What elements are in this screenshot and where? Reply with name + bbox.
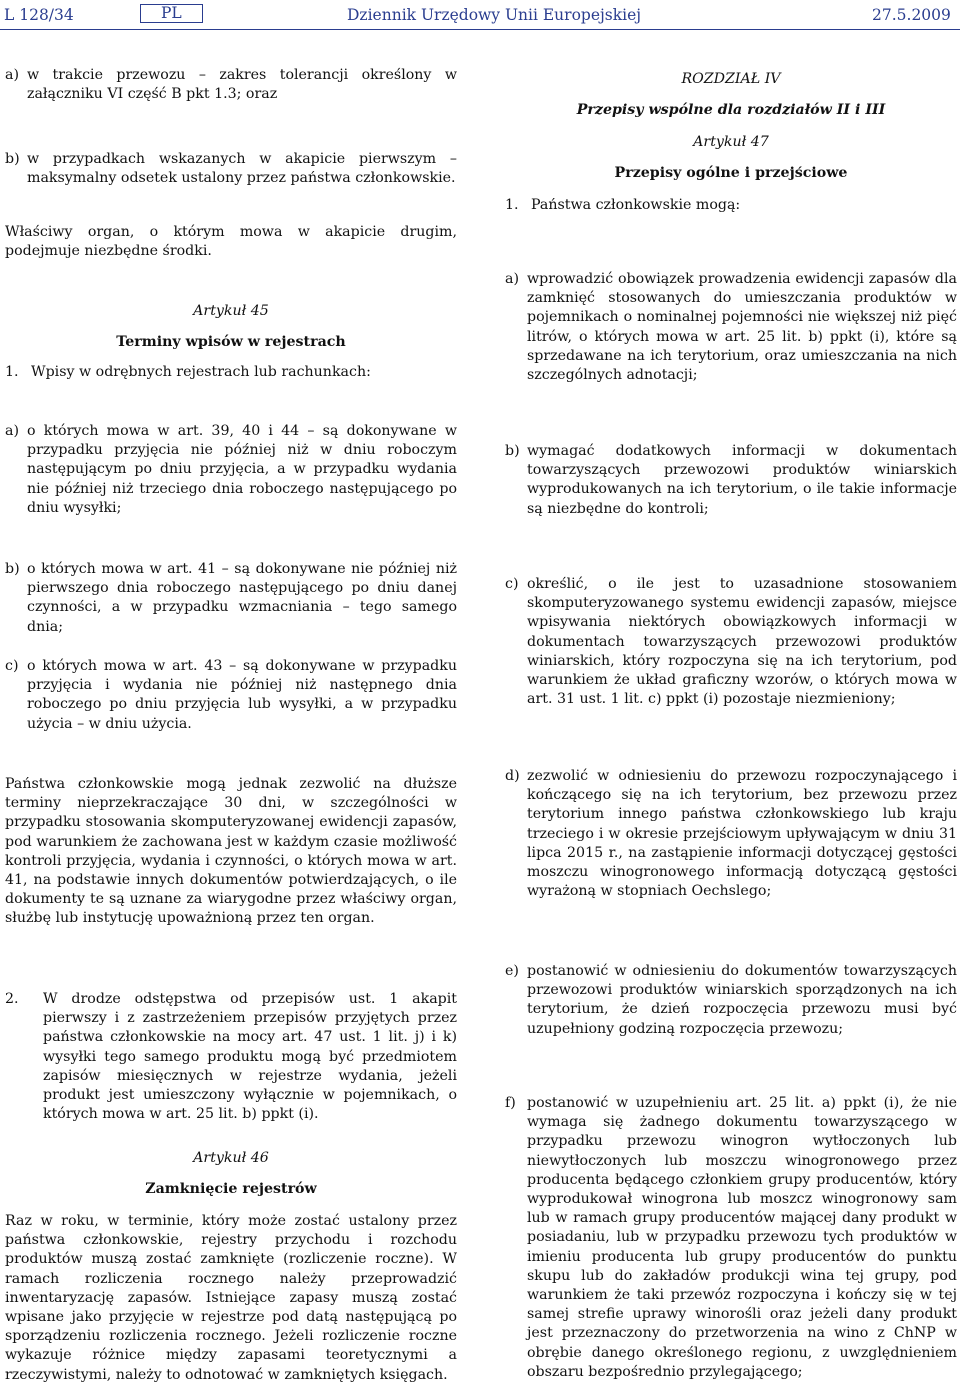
list-item: b) o których mowa w art. 41 – są dokonywane nie później niż pierwszego dnia roboczego następującego po dniu danej czynności, a w przypadku wzmacniania – tego samego dnia; (5, 561, 457, 635)
list-item: c) o których mowa w art. 43 – są dokonywane w przypadku przyjęcia i wydania nie później niż następnego dnia roboczego po dniu przyjęcia lub wysyłki, a w przypadku użycia – w dniu użycia. (5, 658, 457, 732)
journal-title: Dziennik Urzędowy Unii Europejskiej (347, 6, 642, 24)
list-item: b) wymagać dodatkowych informacji w dokumentach towarzyszących przewozowi produktów winiarskich wyprodukowanych na ich terytorium, o ile takie informacje są niezbędne do kontroli; (505, 443, 957, 517)
article-46-heading: Zamknięcie rejestrów (145, 1181, 317, 1197)
article-46-title: Artykuł 46 (193, 1150, 269, 1166)
paragraph: Państwa członkowskie mogą jednak zezwolić na dłuższe terminy nieprzekraczające 30 dni, w szczególności w przypadku stosowania skomputeryzowanej ewidencji zapasów, pod warunkiem że zachowana jest w każdym czasie możliwość kontroli przyjęcia, wydania i czynności, o których mowa w art. 41, na podstawie innych dokumentów potwierdzających, o ile dokumenty te są uznane za wiarygodne przez właściwy organ, służbę lub instytucję upoważnioną przez ten organ. (5, 776, 457, 927)
article-47-heading: Przepisy ogólne i przejściowe (614, 165, 848, 181)
list-item: a) wprowadzić obowiązek prowadzenia ewidencji zapasów dla zamknięć stosowanych do umieszczania produktów w pojemnikach o nominalnej pojemności nie większej niż pięć litrów, o których mowa w art. 25 lit. b) ppkt (i), które są sprzedawane na ich terytorium, oraz umieszczania na nich szczególnych adnotacji; (505, 271, 957, 384)
numbered-paragraph: 1. Wpisy w odrębnych rejestrach lub rachunkach: (5, 364, 371, 380)
list-item: d) zezwolić w odniesieniu do przewozu rozpoczynającego i kończącego się na ich terytorium, bez przewozu przez terytorium innego państwa członkowskiego lub kraju trzeciego i w okresie przejściowym upływającym w dniu 31 lipca 2015 r., na zastąpienie informacji dotyczącej gęstości moszczu winogronowego informacją dotyczącą gęstości wyrażoną w stopniach Oechslego; (505, 768, 957, 900)
chapter-heading: Przepisy wspólne dla rozdziałów II i III (576, 102, 886, 118)
paragraph: Raz w roku, w terminie, który może zostać ustalony przez państwa członkowskie, rejestry przychodu i rozchodu produktów muszą zostać zamknięte (rozliczenie roczne). W ramach rozliczenia rocznego należy przeprowadzić inwentaryzację zapasów. Istniejące zapasy muszą zostać wpisane jako przyjęcie w rejestrze pod datą następującą po sporządzeniu rozliczenia rocznego. Jeżeli rozliczenie roczne wykazuje różnice między zapasami teoretycznymi a rzeczywistymi, należy to odnotować w zamkniętych księgach. (5, 1213, 457, 1383)
numbered-paragraph: 1. Państwa członkowskie mogą: (505, 197, 741, 213)
article-45-heading: Terminy wpisów w rejestrach (116, 334, 346, 350)
article-45-title: Artykuł 45 (193, 303, 269, 319)
article-47-title: Artykuł 47 (693, 134, 769, 150)
publication-date: 27.5.2009 (872, 6, 951, 24)
chapter-title: ROZDZIAŁ IV (681, 71, 781, 87)
list-item: a) w trakcie przewozu – zakres tolerancji określony w załączniku VI część B pkt 1.3; oraz (5, 67, 457, 103)
page-reference: L 128/34 (4, 6, 74, 24)
page-header (0, 0, 960, 30)
list-item: c) określić, o ile jest to uzasadnione stosowaniem skomputeryzowanego systemu ewidencji zapasów, miejsce wpisywania niektórych obowiązkowych informacji w dokumentach towarzyszących przewozowi produktów winiarskich, który rozpoczyna się na ich terytorium, pod warunkiem że układ graficzny wzorów, o których mowa w art. 31 ust. 1 lit. c) ppkt (i) pozostaje niezmieniony; (505, 576, 957, 708)
list-item: b) w przypadkach wskazanych w akapicie pierwszym – maksymalny odsetek ustalony przez państwa członkowskie. (5, 151, 457, 187)
paragraph: Właściwy organ, o którym mowa w akapicie drugim, podejmuje niezbędne środki. (5, 224, 457, 260)
list-item: e) postanowić w odniesieniu do dokumentów towarzyszących przewozowi produktów winiarskich sporządzonych na ich terytorium, że dzień rozpoczęcia przewozu musi być uzupełniony godziną rozpoczęcia przewozu; (505, 963, 957, 1037)
list-item: f) postanowić w uzupełnieniu art. 25 lit. a) ppkt (i), że nie wymaga się żadnego dokumentu towarzyszącego w przypadku przewozu winogron wytłoczonych lub niewytłoczonych lub moszczu winogronowego przez producenta będącego członkiem grupy producentów, który wyprodukował winogrona lub moszcz winogronowy sam lub w ramach grupy producentów mającej dany produkt w posiadaniu, lub w przypadku przewozu tych produktów w imieniu producenta lub grupy producentów do punktu skupu lub do zakładów produkcji wina tej grupy, pod warunkiem że taki przewóz rozpoczyna i kończy się w tej samej strefie uprawy winorośli oraz jeżeli dany produkt jest przeznaczony do przetworzenia na wino z ChNP w obrębie danego określonego regionu, z uwzględnieniem obszaru bezpośrednio przylegającego; (505, 1095, 957, 1380)
language-badge: PL (140, 4, 203, 23)
numbered-paragraph: 2. W drodze odstępstwa od przepisów ust. 1 akapit pierwszy i z zastrzeżeniem przepisów przyjętych przez państwa członkowskie na mocy art. 47 ust. 1 lit. j) i k) wysyłki tego samego produktu mogą być przedmiotem zapisów miesięcznych w rejestrze wydania, jeżeli produkt jest umieszczony wyłącznie w pojemnikach, o których mowa w art. 25 lit. b) ppkt (i). (5, 991, 457, 1123)
header-rule (0, 29, 960, 30)
list-item: a) o których mowa w art. 39, 40 i 44 – są dokonywane w przypadku przyjęcia nie później niż w dniu roboczym następującym po dniu przyjęcia, a w przypadku wydania nie później niż trzeciego dnia roboczego następującego po dniu wysyłki; (5, 423, 457, 516)
